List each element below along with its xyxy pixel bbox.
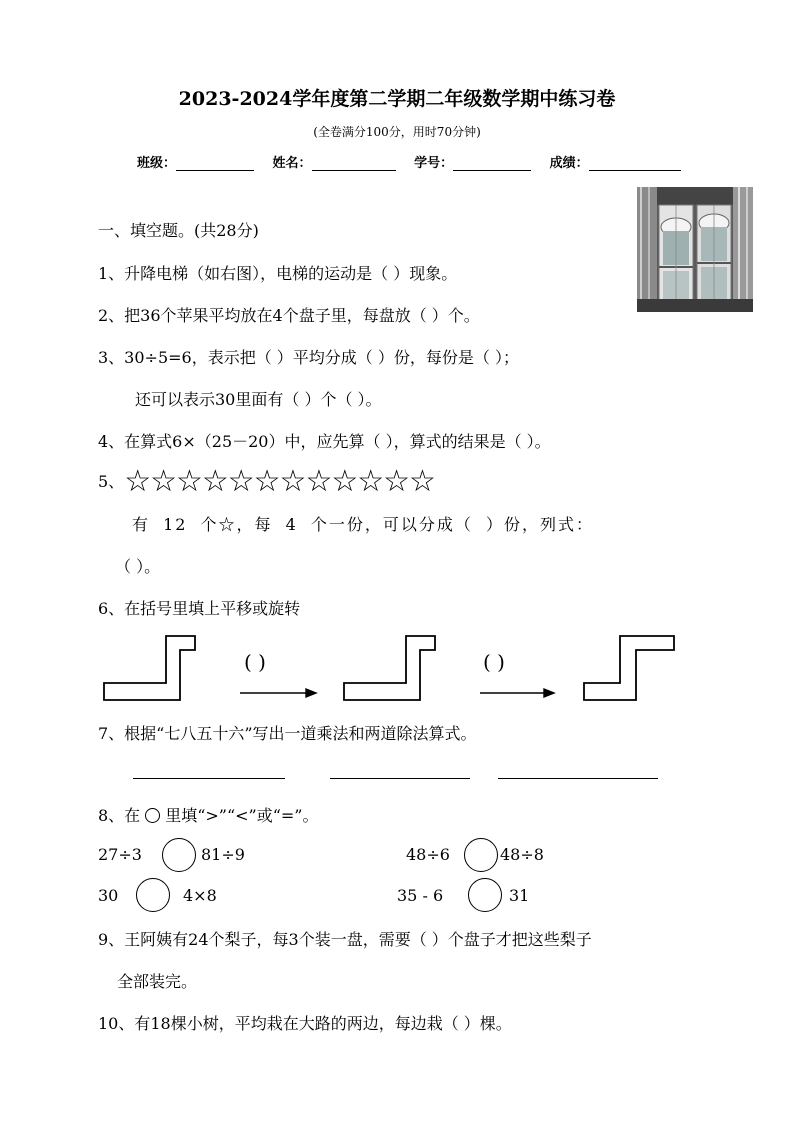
question-6: 6、在括号里填上平移或旋转 bbox=[98, 599, 301, 618]
question-6-paren-1[interactable]: ( ) bbox=[244, 650, 266, 674]
elevator-illustration bbox=[637, 187, 753, 312]
question-9-line-1: 9、王阿姨有24个梨子，每3个装一盘，需要（ ）个盘子才把这些梨子 bbox=[98, 930, 592, 949]
compare-4-right: 31 bbox=[509, 886, 530, 905]
question-6-paren-2[interactable]: ( ) bbox=[483, 650, 505, 674]
arrow-2 bbox=[480, 689, 554, 697]
question-10: 10、有18棵小树，平均栽在大路的两边，每边栽（ ）棵。 bbox=[98, 1014, 512, 1033]
answer-line-2[interactable] bbox=[330, 778, 470, 779]
star-icons: ☆☆☆☆☆☆☆☆☆☆☆☆ bbox=[124, 464, 435, 499]
question-7: 7、根据“七八五十六”写出一道乘法和两道除法算式。 bbox=[98, 724, 477, 743]
compare-3-circle[interactable] bbox=[136, 878, 170, 912]
class-blank[interactable] bbox=[176, 156, 254, 171]
score-blank[interactable] bbox=[589, 156, 681, 171]
compare-2-left: 48÷6 bbox=[406, 845, 450, 864]
section-heading-fill-blank: 一、填空题。(共28分) bbox=[98, 221, 259, 240]
question-9-line-2: 全部装完。 bbox=[117, 972, 198, 991]
compare-1-right: 81÷9 bbox=[201, 845, 245, 864]
question-4: 4、在算式6×（25－20）中，应先算（ ），算式的结果是（ ）。 bbox=[98, 432, 551, 451]
question-6-figures bbox=[100, 632, 700, 704]
step-shape-3 bbox=[584, 636, 674, 700]
page-subtitle: (全卷满分100分，用时70分钟) bbox=[313, 125, 481, 139]
question-1: 1、升降电梯（如右图），电梯的运动是（ ）现象。 bbox=[98, 264, 458, 283]
question-8-suffix: 里填“>”“<”或“=”。 bbox=[165, 806, 319, 825]
step-shape-2 bbox=[344, 636, 435, 700]
question-5-stars-row bbox=[98, 464, 435, 499]
question-8 bbox=[98, 803, 319, 826]
compare-4-left: 35 - 6 bbox=[397, 886, 444, 905]
student-info-row bbox=[137, 152, 681, 171]
compare-3-left: 30 bbox=[98, 886, 119, 905]
question-2: 2、把36个苹果平均放在4个盘子里，每盘放（ ）个。 bbox=[98, 306, 480, 325]
compare-2-right: 48÷8 bbox=[500, 845, 544, 864]
question-8-prefix: 8、在 bbox=[98, 806, 141, 825]
page-title: 2023-2024学年度第二学期二年级数学期中练习卷 bbox=[178, 88, 616, 110]
compare-1-left: 27÷3 bbox=[98, 845, 142, 864]
question-5-answer-paren: （ ）。 bbox=[115, 557, 161, 576]
circle-symbol-icon bbox=[145, 808, 160, 823]
compare-2-circle[interactable] bbox=[464, 838, 498, 872]
compare-4-circle[interactable] bbox=[468, 878, 502, 912]
step-shape-1 bbox=[104, 636, 195, 700]
name-label: 姓名： bbox=[272, 156, 312, 171]
question-3-line-1: 3、30÷5=6，表示把（ ）平均分成（ ）份，每份是（ ）； bbox=[98, 348, 519, 367]
question-5-number: 5、 bbox=[98, 472, 125, 491]
arrow-1 bbox=[240, 689, 316, 697]
class-label: 班级： bbox=[137, 156, 177, 171]
question-3-line-2: 还可以表示30里面有（ ）个（ ）。 bbox=[135, 390, 382, 409]
question-5-text: 有 12 个☆，每 4 个一份，可以分成（ ）份，列式： bbox=[132, 515, 594, 534]
elevator-photo bbox=[637, 187, 753, 312]
answer-line-3[interactable] bbox=[498, 778, 658, 779]
compare-3-right: 4×8 bbox=[183, 886, 217, 905]
answer-line-1[interactable] bbox=[133, 778, 285, 779]
student-id-blank[interactable] bbox=[453, 156, 531, 171]
name-blank[interactable] bbox=[312, 156, 396, 171]
compare-1-circle[interactable] bbox=[162, 838, 196, 872]
student-id-label: 学号： bbox=[414, 156, 454, 171]
score-label: 成绩： bbox=[549, 156, 589, 171]
